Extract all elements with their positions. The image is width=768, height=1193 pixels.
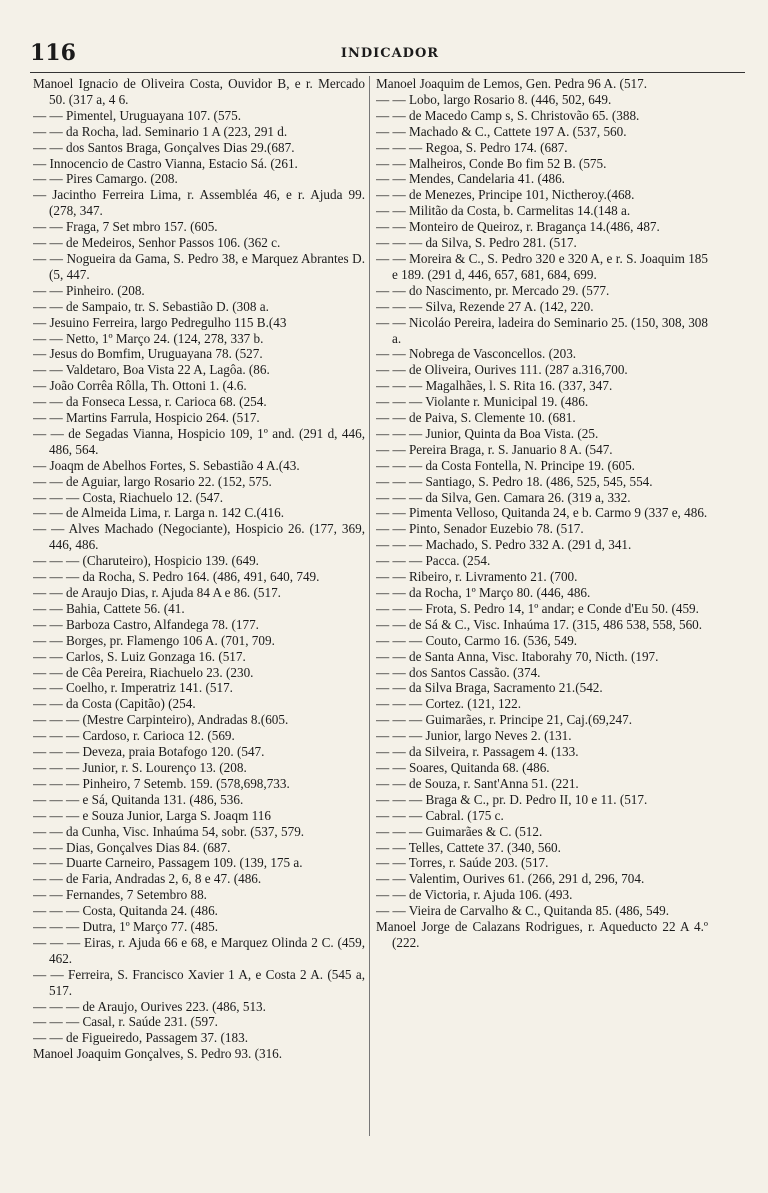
directory-entry: — — — e Souza Junior, Larga S. Joaqm 116 <box>33 807 271 823</box>
directory-entry: — — — Deveza, praia Botafogo 120. (547. <box>33 744 265 760</box>
directory-entry: — — — Dutra, 1º Março 77. (485. <box>33 919 219 935</box>
directory-entry: Manoel Ignacio de Oliveira Costa, Ouvidor B, e r. Mercado 50. (317 a, 4 6. <box>33 76 365 107</box>
directory-entry: — — Pimentel, Uruguayana 107. (575. <box>33 107 242 123</box>
directory-entry: — — Dias, Gonçalves Dias 84. (687. <box>33 839 231 855</box>
directory-entry: — — — Violante r. Municipal 19. (486. <box>376 394 589 410</box>
directory-entry: — — Pereira Braga, r. S. Januario 8 A. (547. <box>376 441 613 457</box>
directory-entry: — — dos Santos Braga, Gonçalves Dias 29.(687. <box>33 139 295 155</box>
directory-entry: — — — Santiago, S. Pedro 18. (486, 525, 545, 554. <box>376 473 653 489</box>
directory-entry: Manoel Joaquim de Lemos, Gen. Pedra 96 A. (517. <box>376 76 648 91</box>
directory-entry: — Innocencio de Castro Vianna, Estacio Sá. (261. <box>33 155 298 171</box>
directory-entry: — — de Sá & C., Visc. Inhaúma 17. (315, 486 538, 558, 560. <box>376 616 703 632</box>
directory-entry: — — Valdetaro, Boa Vista 22 A, Lagôa. (86. <box>33 362 270 378</box>
directory-entry: — — Fraga, 7 Set mbro 157. (605. <box>33 219 218 235</box>
page-header <box>30 40 750 70</box>
left-column <box>33 76 365 1141</box>
directory-entry: — — de Almeida Lima, r. Larga n. 142 C.(416. <box>33 505 285 521</box>
directory-entry: — — da Fonseca Lessa, r. Carioca 68. (254. <box>33 394 267 410</box>
directory-entry: — — — Magalhães, l. S. Rita 16. (337, 347. <box>376 378 613 394</box>
directory-entry: — — Vieira de Carvalho & C., Quitanda 85. (486, 549. <box>376 903 670 919</box>
directory-entry: — — de Santa Anna, Visc. Itaborahy 70, Nicth. (197. <box>376 648 659 664</box>
directory-entry: — — da Costa (Capitão) (254. <box>33 696 196 712</box>
directory-entry: — — Bahia, Cattete 56. (41. <box>33 600 185 616</box>
directory-entry: — — Pinto, Senador Euzebio 78. (517. <box>376 521 584 537</box>
directory-entry: — — Militão da Costa, b. Carmelitas 14.(148 a. <box>376 203 631 219</box>
directory-entry: — — Duarte Carneiro, Passagem 109. (139, 175 a. <box>33 855 303 871</box>
directory-entry: — — — Couto, Carmo 16. (536, 549. <box>376 632 578 648</box>
directory-entry: — — Lobo, largo Rosario 8. (446, 502, 649. <box>376 91 612 107</box>
directory-entry: — — — Costa, Riachuelo 12. (547. <box>33 489 224 505</box>
directory-entry: — — de Macedo Camp s, S. Christovão 65. (388. <box>376 107 640 123</box>
directory-entry: — — — Costa, Quitanda 24. (486. <box>33 903 218 919</box>
directory-entry: — — Nicoláo Pereira, ladeira do Seminario 25. (150, 308, 308 a. <box>376 314 708 346</box>
directory-entry: — — — Silva, Rezende 27 A. (142, 220. <box>376 298 594 314</box>
directory-entry: — — — Cardoso, r. Carioca 12. (569. <box>33 728 235 744</box>
directory-entry: — — de Oliveira, Ourives 111. (287 a.316,700. <box>376 362 628 378</box>
directory-entry: — — de Araujo Dias, r. Ajuda 84 A e 86. (517. <box>33 585 281 600</box>
page-title: INDICADOR <box>340 46 440 61</box>
directory-entry: — — — e Sá, Quitanda 131. (486, 536. <box>33 791 244 807</box>
column-divider <box>369 76 370 1136</box>
directory-entry: — — — Junior, Quinta da Boa Vista. (25. <box>376 425 599 441</box>
directory-entry: — — dos Santos Cassão. (374. <box>376 664 541 680</box>
directory-entry: — — Pires Camargo. (208. <box>33 171 178 187</box>
directory-entry: — — — Cortez. (121, 122. <box>376 696 522 712</box>
directory-entry: — — Machado & C., Cattete 197 A. (537, 560. <box>376 123 627 139</box>
directory-entry: — — Ribeiro, r. Livramento 21. (700. <box>376 569 578 585</box>
directory-entry: — — Nobrega de Vasconcellos. (203. <box>376 346 577 362</box>
directory-entry: — — — Machado, S. Pedro 332 A. (291 d, 341. <box>376 537 632 553</box>
directory-entry: — — de Cêa Pereira, Riachuelo 23. (230. <box>33 664 254 680</box>
directory-entry: — — de Victoria, r. Ajuda 106. (493. <box>376 887 573 903</box>
directory-entry: — Jacintho Ferreira Lima, r. Assembléa 46, e r. Ajuda 99. (278, 347. <box>33 187 365 219</box>
directory-entry: — — Ferreira, S. Francisco Xavier 1 A, e Costa 2 A. (545 a, 517. <box>33 966 365 998</box>
directory-entry: — — — Junior, largo Neves 2. (131. <box>376 728 572 744</box>
directory-entry: — — Martins Farrula, Hospicio 264. (517. <box>33 410 260 426</box>
directory-entry: — — Pimenta Velloso, Quitanda 24, e b. Carmo 9 (337 e, 486. <box>376 505 708 521</box>
directory-entry: — João Corrêa Rôlla, Th. Ottoni 1. (4.6. <box>33 378 247 394</box>
directory-entry: — — Fernandes, 7 Setembro 88. <box>33 887 207 903</box>
directory-entry: — — — Guimarães, r. Principe 21, Caj.(69,247. <box>376 712 633 728</box>
directory-entry: — — — da Rocha, S. Pedro 164. (486, 491, 640, 749. <box>33 569 320 585</box>
directory-entry: — — do Nascimento, pr. Mercado 29. (577. <box>376 282 610 298</box>
directory-entry: — — de Segadas Vianna, Hospicio 109, 1º and. (291 d, 446, 486, 564. <box>33 425 365 457</box>
directory-entry: — — Monteiro de Queiroz, r. Bragança 14.(486, 487. <box>376 219 660 235</box>
directory-entry: — — — Guimarães & C. (512. <box>376 823 543 839</box>
directory-entry: — — Alves Machado (Negociante), Hospicio 26. (177, 369, 446, 486. <box>33 521 365 553</box>
directory-entry: — — de Aguiar, largo Rosario 22. (152, 575. <box>33 473 272 489</box>
directory-entry: — — Torres, r. Saúde 203. (517. <box>376 855 549 871</box>
directory-entry: — — Soares, Quitanda 68. (486. <box>376 759 550 775</box>
header-rule <box>30 72 745 73</box>
directory-entry: — — — Braga & C., pr. D. Pedro II, 10 e 11. (517. <box>376 791 648 807</box>
directory-entry: — — da Rocha, lad. Seminario 1 A (223, 291 d. <box>33 123 288 139</box>
directory-entry: — — — Casal, r. Saúde 231. (597. <box>33 1014 218 1030</box>
directory-entry: — — Telles, Cattete 37. (340, 560. <box>376 839 561 855</box>
directory-entry: — — — Frota, S. Pedro 14, 1º andar; e Conde d'Eu 50. (459. <box>376 600 699 616</box>
directory-entry: — — Mendes, Candelaria 41. (486. <box>376 171 565 187</box>
directory-entry: — — — (Mestre Carpinteiro), Andradas 8.(605. <box>33 712 289 728</box>
directory-entry: — — Coelho, r. Imperatriz 141. (517. <box>33 680 233 696</box>
directory-entry: — — da Cunha, Visc. Inhaúma 54, sobr. (537, 579. <box>33 823 305 839</box>
directory-entry: — — de Sampaio, tr. S. Sebastião D. (308 a. <box>33 298 269 314</box>
directory-entry: — Jesus do Bomfim, Uruguayana 78. (527. <box>33 346 263 362</box>
directory-entry: — — de Souza, r. Sant'Anna 51. (221. <box>376 775 579 791</box>
directory-entry: — — da Silveira, r. Passagem 4. (133. <box>376 744 579 760</box>
directory-entry: — — de Paiva, S. Clemente 10. (681. <box>376 410 576 426</box>
directory-entry: — — — da Costa Fontella, N. Principe 19. (605. <box>376 457 635 473</box>
directory-entry: — — Pinheiro. (208. <box>33 282 145 298</box>
right-column <box>376 76 708 1141</box>
directory-entry: — — — Regoa, S. Pedro 174. (687. <box>376 139 568 155</box>
directory-entry: — — de Menezes, Principe 101, Nictheroy.(468. <box>376 187 635 203</box>
directory-entry: — — da Rocha, 1º Março 80. (446, 486. <box>376 585 591 600</box>
directory-entry: — — Borges, pr. Flamengo 106 A. (701, 709. <box>33 632 275 648</box>
directory-entry: — — Netto, 1º Março 24. (124, 278, 337 b. <box>33 330 264 346</box>
directory-entry: — — Valentim, Ourives 61. (266, 291 d, 296, 704. <box>376 871 645 887</box>
directory-entry: — — Moreira & C., S. Pedro 320 e 320 A, e r. S. Joaquim 185 e 189. (291 d, 446, 657, 681, 684, 699. <box>376 250 708 282</box>
directory-entry: — — Malheiros, Conde Bo fim 52 B. (575. <box>376 155 607 171</box>
directory-entry: — — — da Silva, Gen. Camara 26. (319 a, 332. <box>376 489 631 505</box>
directory-entry: — — da Silva Braga, Sacramento 21.(542. <box>376 680 603 696</box>
directory-entry: — — — Pacca. (254. <box>376 553 491 569</box>
directory-entry: — — — (Charuteiro), Hospicio 139. (649. <box>33 553 259 569</box>
directory-entry: — — — Eiras, r. Ajuda 66 e 68, e Marquez Olinda 2 C. (459, 462. <box>33 934 365 966</box>
directory-entry: — — de Faria, Andradas 2, 6, 8 e 47. (486. <box>33 871 262 887</box>
page-number: 116 <box>30 40 76 66</box>
directory-entry: — Jesuino Ferreira, largo Pedregulho 115 B.(43 <box>33 314 287 330</box>
directory-entry: — — de Medeiros, Senhor Passos 106. (362 c. <box>33 235 281 251</box>
directory-entry: — — Carlos, S. Luiz Gonzaga 16. (517. <box>33 648 246 664</box>
directory-entry: — — de Figueiredo, Passagem 37. (183. <box>33 1030 248 1046</box>
directory-entry: — — Barboza Castro, Alfandega 78. (177. <box>33 616 259 632</box>
directory-entry: — — — Pinheiro, 7 Setemb. 159. (578,698,733. <box>33 775 290 791</box>
directory-entry: — — — da Silva, S. Pedro 281. (517. <box>376 235 577 251</box>
directory-entry: — — — de Araujo, Ourives 223. (486, 513. <box>33 998 266 1014</box>
directory-entry: Manoel Joaquim Gonçalves, S. Pedro 93. (316. <box>33 1046 283 1062</box>
directory-entry: — Joaqm de Abelhos Fortes, S. Sebastião 4 A.(43. <box>33 457 300 473</box>
directory-entry: — — Nogueira da Gama, S. Pedro 38, e Marquez Abrantes D. (5, 447. <box>33 250 365 282</box>
directory-entry: — — — Junior, r. S. Lourenço 13. (208. <box>33 759 247 775</box>
directory-entry: — — — Cabral. (175 c. <box>376 807 504 823</box>
directory-entry: Manoel Jorge de Calazans Rodrigues, r. Aqueducto 22 A 4.º (222. <box>376 919 708 950</box>
